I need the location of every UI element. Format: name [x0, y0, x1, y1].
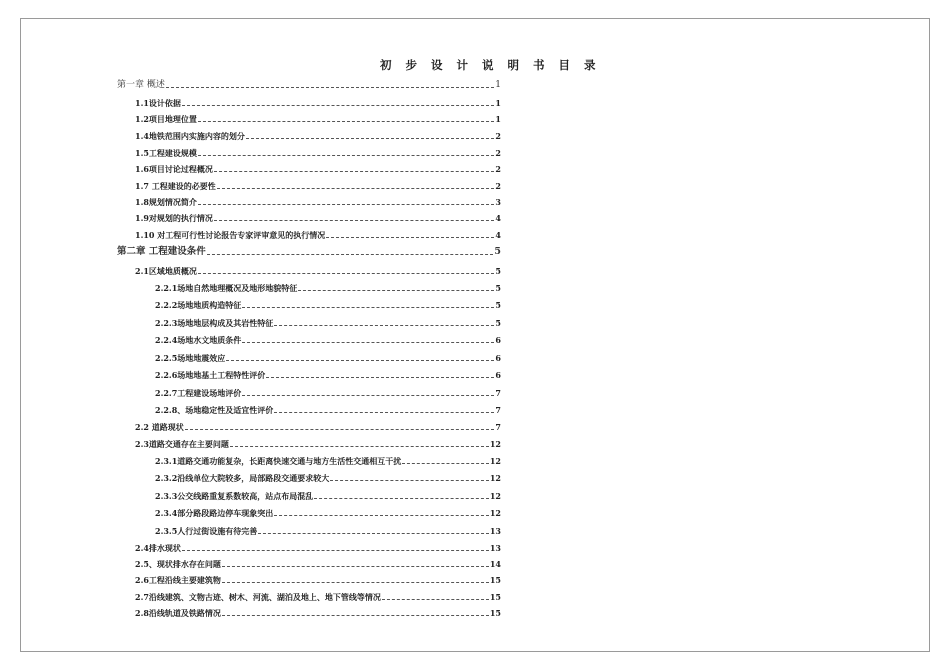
toc-label: 1.6项目讨论过程概况 — [135, 164, 213, 174]
toc-leader — [326, 237, 494, 238]
toc-leader — [198, 155, 495, 156]
toc-leader — [217, 188, 495, 189]
toc-leader — [222, 615, 489, 616]
toc-leader — [246, 138, 495, 139]
toc-label: 1.5工程建设规模 — [135, 148, 197, 158]
toc-page: 5 — [495, 283, 501, 293]
toc-leader — [402, 463, 489, 464]
toc-leader — [330, 480, 489, 481]
toc-leader — [198, 121, 495, 122]
toc-leader — [222, 566, 489, 567]
toc-entry-2-7[interactable] — [135, 590, 501, 604]
toc-leader — [182, 550, 489, 551]
toc-label: 2.3.1道路交通功能复杂，长距离快速交通与地方生活性交通相互干扰 — [155, 456, 402, 466]
toc-entry-2-2-6[interactable] — [155, 368, 501, 382]
toc-page: 7 — [495, 422, 501, 432]
toc-leader — [258, 533, 489, 534]
toc-label: 2.2.8、场地稳定性及适宜性评价 — [155, 405, 274, 415]
toc-page: 2 — [495, 148, 501, 158]
toc-page: 1 — [495, 114, 501, 124]
toc-entry-1-1[interactable] — [135, 96, 501, 110]
toc-page: 15 — [489, 575, 501, 585]
toc-page: 15 — [489, 608, 501, 618]
toc-label: 第二章 工程建设条件 — [117, 246, 206, 257]
toc-entry-1-8[interactable] — [135, 195, 501, 209]
toc-page: 12 — [489, 456, 501, 466]
toc-entry-2-1[interactable] — [135, 264, 501, 278]
toc-entry-1-10[interactable] — [135, 228, 501, 242]
toc-page: 3 — [495, 197, 501, 207]
toc-page: 12 — [489, 439, 501, 449]
toc-page: 5 — [495, 300, 501, 310]
toc-label: 第一章 概述 — [117, 80, 165, 90]
toc-label: 2.2.7工程建设场地评价 — [155, 388, 242, 398]
toc-page: 4 — [495, 213, 501, 223]
toc-leader — [198, 273, 495, 274]
toc-leader — [182, 105, 495, 106]
toc-leader — [242, 307, 494, 308]
toc-leader — [214, 220, 495, 221]
toc-entry-2-3[interactable] — [135, 437, 501, 451]
toc-entry-2-3-4[interactable] — [155, 506, 501, 520]
toc-page: 6 — [495, 335, 501, 345]
toc-page: 1 — [495, 80, 501, 90]
toc-leader — [230, 446, 489, 447]
toc-page: 5 — [495, 318, 501, 328]
toc-leader — [274, 515, 489, 516]
toc-leader — [166, 87, 494, 88]
toc-label: 2.2.2场地地质构造特征 — [155, 300, 242, 310]
toc-label: 2.8沿线轨道及铁路情况 — [135, 608, 221, 618]
toc-leader — [207, 254, 494, 255]
toc-leader — [382, 599, 489, 600]
toc-entry-1-9[interactable] — [135, 211, 501, 225]
toc-entry-1-2[interactable] — [135, 112, 501, 126]
toc-label: 2.2.3场地地层构成及其岩性特征 — [155, 318, 274, 328]
toc-page: 12 — [489, 473, 501, 483]
toc-page: 12 — [489, 491, 501, 501]
toc-page: 5 — [494, 246, 501, 257]
toc-entry-1-6[interactable] — [135, 162, 501, 176]
toc-entry-2-2[interactable] — [135, 420, 501, 434]
toc-entry-1-4[interactable] — [135, 129, 501, 143]
toc-label: 2.3.2沿线单位大院较多，局部路段交通要求较大 — [155, 473, 330, 483]
toc-label: 1.10 对工程可行性讨论报告专家评审意见的执行情况 — [135, 230, 326, 240]
toc-label: 1.8规划情况简介 — [135, 197, 197, 207]
toc-leader — [226, 360, 494, 361]
toc-page: 1 — [495, 98, 501, 108]
toc-page: 6 — [495, 353, 501, 363]
toc-leader — [274, 412, 494, 413]
toc-label: 2.2.6场地地基土工程特性评价 — [155, 370, 266, 380]
toc-label: 2.6工程沿线主要建筑物 — [135, 575, 221, 585]
toc-label: 2.3.5人行过街设施有待完善 — [155, 526, 258, 536]
toc-leader — [266, 377, 494, 378]
toc-chapter-1[interactable] — [117, 78, 501, 92]
toc-entry-2-3-5[interactable] — [155, 524, 501, 538]
toc-entry-2-2-5[interactable] — [155, 351, 501, 365]
toc-label: 2.2 道路现状 — [135, 422, 184, 432]
toc-label: 2.4排水现状 — [135, 543, 181, 553]
toc-entry-2-4[interactable] — [135, 541, 501, 555]
toc-entry-2-3-1[interactable] — [155, 454, 501, 468]
toc-page: 12 — [489, 508, 501, 518]
toc-page: 13 — [489, 526, 501, 536]
toc-entry-2-2-1[interactable] — [155, 281, 501, 295]
toc-entry-1-5[interactable] — [135, 146, 501, 160]
toc-page: 7 — [495, 388, 501, 398]
toc-label: 2.2.1场地自然地理概况及地形地貌特征 — [155, 283, 298, 293]
toc-leader — [298, 290, 494, 291]
toc-label: 2.3道路交通存在主要问题 — [135, 439, 229, 449]
toc-entry-2-2-2[interactable] — [155, 298, 501, 312]
toc-page: 4 — [495, 230, 501, 240]
toc-entry-2-6[interactable] — [135, 573, 501, 587]
toc-page: 2 — [495, 164, 501, 174]
toc-label: 2.2.5场地地震效应 — [155, 353, 226, 363]
toc-leader — [242, 395, 494, 396]
toc-leader — [242, 342, 494, 343]
toc-chapter-2[interactable] — [117, 245, 501, 259]
toc-entry-2-8[interactable] — [135, 606, 501, 620]
toc-label: 2.5、现状排水存在问题 — [135, 559, 221, 569]
toc-page: 7 — [495, 405, 501, 415]
toc-entry-1-7[interactable] — [135, 179, 501, 193]
toc-label: 1.9对规划的执行情况 — [135, 213, 213, 223]
toc-leader — [198, 204, 495, 205]
toc-entry-2-5[interactable] — [135, 557, 501, 571]
toc-page: 2 — [495, 181, 501, 191]
toc-page: 5 — [495, 266, 501, 276]
toc-leader — [314, 498, 489, 499]
toc-page: 2 — [495, 131, 501, 141]
toc-page: 13 — [489, 543, 501, 553]
toc-leader — [214, 171, 495, 172]
toc-label: 1.7 工程建设的必要性 — [135, 181, 216, 191]
toc-entry-2-2-3[interactable] — [155, 316, 501, 330]
toc-label: 2.2.4场地水文地质条件 — [155, 335, 242, 345]
toc-label: 2.3.3公交线路重复系数较高，站点布局混乱 — [155, 491, 314, 501]
toc-label: 1.1设计依据 — [135, 98, 181, 108]
toc-label: 1.2项目地理位置 — [135, 114, 197, 124]
toc-page: 14 — [489, 559, 501, 569]
toc-entry-2-2-7[interactable] — [155, 386, 501, 400]
toc-page: 6 — [495, 370, 501, 380]
document-title: 初 步 设 计 说 明 书 目 录 — [380, 58, 601, 72]
toc-label: 2.1区域地质概况 — [135, 266, 197, 276]
toc-page: 15 — [489, 592, 501, 602]
toc-leader — [222, 582, 489, 583]
toc-label: 2.3.4部分路段路边停车现象突出 — [155, 508, 274, 518]
toc-leader — [185, 429, 495, 430]
toc-leader — [274, 325, 494, 326]
toc-entry-2-2-8[interactable] — [155, 403, 501, 417]
toc-entry-2-3-3[interactable] — [155, 489, 501, 503]
toc-entry-2-3-2[interactable] — [155, 471, 501, 485]
toc-label: 2.7沿线建筑、文物古迹、树木、河流、湖泊及地上、地下管线等情况 — [135, 592, 381, 602]
toc-label: 1.4地铁范围内实施内容的划分 — [135, 131, 245, 141]
toc-entry-2-2-4[interactable] — [155, 333, 501, 347]
